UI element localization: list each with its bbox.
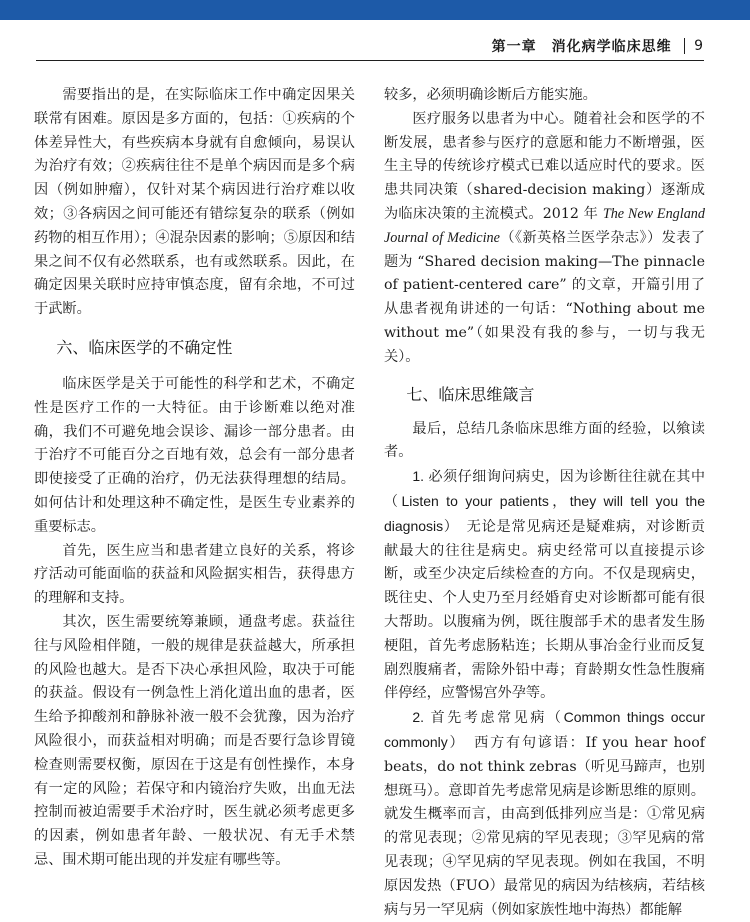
shared-decision-text-a: 医疗服务以患者为中心。随着社会和医学的不断发展，患者参与医疗的意愿和能力不断增强，医生主导的传统诊疗模式已难以适应时代的要求。医患共同决策（shared-decision making）逐渐成为临床决策的主流模式。2012 年 (384, 110, 705, 222)
header-separator (684, 38, 686, 54)
top-color-band (0, 0, 750, 20)
left-column (34, 84, 355, 873)
paragraph-risk-benefit: 其次，医生需要统筹兼顾，通盘考虑。获益往往与风险相伴随，一般的规律是获益越大，所承担的风险也越大。是否下决心承担风险，取决于可能的获益。假设有一例急性上消化道出血的患者，医生给予抑酸剂和静脉补液一般不会犹豫，因为治疗风险很小，而获益相对明确；而是否要行急诊胃镜检查则需要权衡，原因在于这是有创性操作，本身有一定的风险；若保守和内镜治疗失败，出血无法控制而被迫需要手术治疗时，医生就必须考虑更多的因素，例如患者年龄、一般状况、有无手术禁忌、围术期可能出现的并发症有哪些等。 (34, 613, 355, 868)
right-column (384, 84, 705, 922)
shared-decision-text-b: （《新英格兰医学杂志》）发表了题为 “Shared decision making—The pinnacle of patient-centered care” 的文章，开篇引用了从患者视角讲述的一句话：“Nothing about me without me”（如果没有我的参与，一切与我无关）。 (384, 229, 706, 365)
maxim-2-body: 西方有句谚语：If you hear hoof beats，do not think zebras（听见马蹄声，也别想斑马）。意即首先考虑常见病是诊断思维的原则。就发生概率而言，由高到低排列应当是：①常见病的常见表现；②常见病的罕见表现；③罕见病的常见表现；④罕见病的罕见表现。例如在我国，不明原因发热（FUO）最常见的病因为结核病，若结核病与另一罕见病（例如家族性地中海热）都能解 (384, 734, 705, 918)
chapter-title: 第一章 消化病学临床思维 (491, 38, 672, 55)
journal-title: The New England Journal of Medicine (384, 205, 705, 246)
maxim-2-title: 2. 首先考虑常见病（Common things occur commonly） (384, 709, 705, 750)
page-number: 9 (694, 37, 704, 54)
paragraph-maxims-intro: 最后，总结几条临床思维方面的经验，以飨读者。 (384, 420, 705, 461)
paragraph-maxim-1 (384, 465, 705, 706)
running-head (36, 31, 704, 61)
paragraph-continued: 较多，必须明确诊断后方能实施。 (384, 87, 597, 103)
paragraph-maxim-2 (384, 706, 705, 922)
maxim-1-body: 无论是常见病还是疑难病，对诊断贡献最大的往往是病史。病史经常可以直接提示诊断，或至少决定后续检查的方向。不仅是现病史，既往史、个人史乃至月经婚育史对诊断都可能有很大帮助。以腹痛为例，既往腹部手术的患者发生肠梗阻，首先考虑肠粘连；长期从事冶金行业而反复剧烈腹痛者，需除外铅中毒；育龄期女性急性腹痛伴停经，应警惕宫外孕等。 (384, 518, 705, 702)
paragraph-causality: 需要指出的是，在实际临床工作中确定因果关联常有困难。原因是多方面的，包括：①疾病的个体差异性大，有些疾病本身就有自愈倾向，易误认为治疗有效；②疾病往往不是单个病因而是多个病因（例如肿瘤），仅针对某个病因进行治疗难以收效；③各病因之间可能还有错综复杂的联系（例如药物的相互作用）；④混杂因素的影响；⑤原因和结果之间不仅有必然联系，也有或然联系。因此，在确定因果关联时应持审慎态度，留有余地，不可过于武断。 (34, 87, 355, 318)
maxim-1-title: 1. 必须仔细询问病史，因为诊断往往就在其中（Listen to your patients，they will tell you the diagnosis） (384, 468, 705, 534)
section-heading-maxims: 七、临床思维箴言 (406, 384, 535, 404)
paragraph-relationship: 首先，医生应当和患者建立良好的关系，将诊疗活动可能面临的获益和风险据实相告，获得患方的理解和支持。 (34, 542, 355, 607)
paragraph-shared-decision (384, 108, 705, 370)
section-heading-uncertainty: 六、临床医学的不确定性 (56, 337, 233, 357)
paragraph-uncertainty-intro: 临床医学是关于可能性的科学和艺术，不确定性是医疗工作的一大特征。由于诊断难以绝对准确，我们不可避免地会误诊、漏诊一部分患者。由于治疗不可能百分之百地有效，总会有一部分患者即使接受了正确的治疗，仍无法获得理想的结局。如何估计和处理这种不确定性，是医生专业素养的重要标志。 (34, 375, 355, 535)
